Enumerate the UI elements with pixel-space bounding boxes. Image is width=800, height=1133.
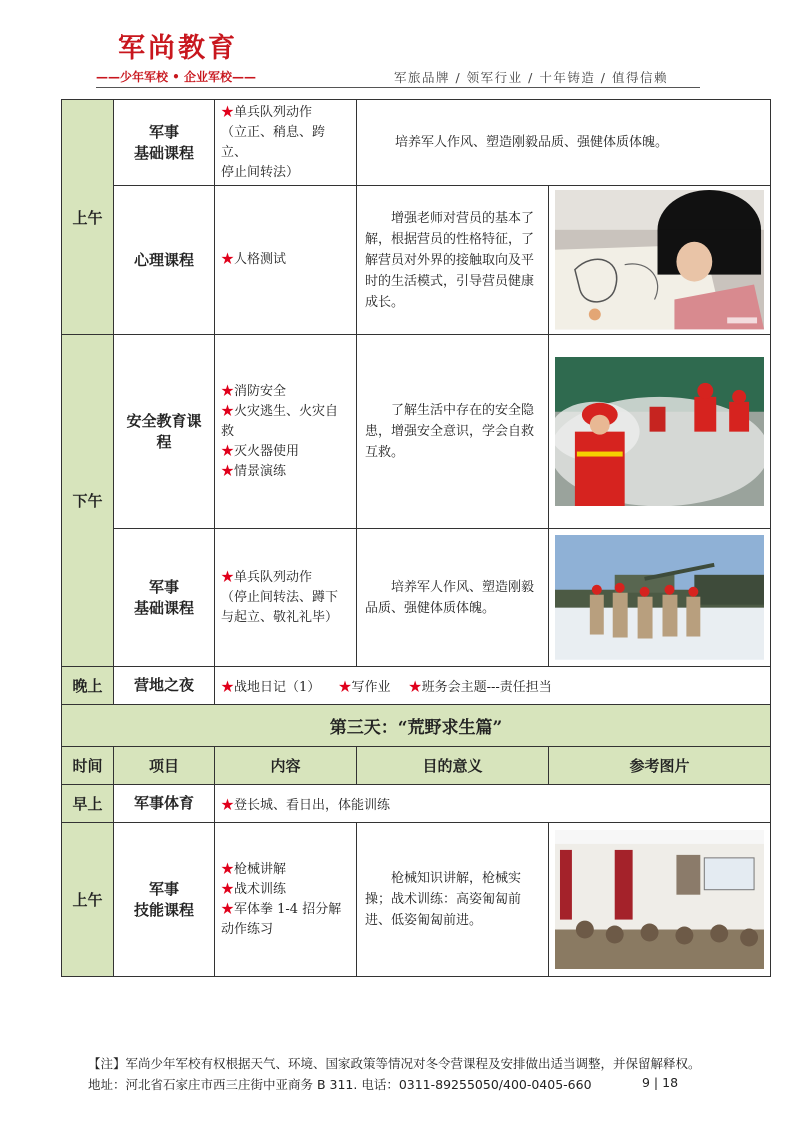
column-header: 项目 bbox=[114, 747, 215, 785]
project-label: 军事 bbox=[148, 879, 179, 898]
purpose-text: 增强老师对营员的基本了解，根据营员的性格特征，了解营员对外界的接触取向及平时的生活模式，引导营员健康成长。 bbox=[365, 210, 535, 310]
content-line: ★军体拳 1-4 招分解 bbox=[221, 901, 342, 917]
star-bullet-icon: ★ bbox=[221, 443, 235, 459]
evening-item: ★写作业 bbox=[338, 680, 391, 695]
table-row bbox=[62, 705, 771, 747]
star-bullet-icon: ★ bbox=[221, 463, 235, 479]
content-cell bbox=[215, 335, 357, 529]
star-bullet-icon: ★ bbox=[221, 104, 235, 120]
table-row bbox=[62, 667, 771, 705]
content-line: （立正、稍息、跨立、 bbox=[221, 124, 326, 160]
purpose-cell bbox=[357, 529, 549, 667]
project-label: 程 bbox=[156, 432, 172, 451]
content-line: ★战术训练 bbox=[221, 881, 287, 897]
content-line: ★枪械讲解 bbox=[221, 861, 287, 877]
header-divider bbox=[96, 87, 700, 88]
star-bullet-icon: ★ bbox=[221, 252, 235, 267]
classroom-photo bbox=[555, 830, 764, 969]
project-cell bbox=[114, 335, 215, 529]
star-bullet-icon: ★ bbox=[221, 901, 235, 917]
purpose-cell bbox=[357, 100, 771, 186]
content-cell bbox=[215, 186, 357, 335]
purpose-text: 枪械知识讲解，枪械实操；战术训练：高姿匍匐前进、低姿匍匐前进。 bbox=[365, 871, 522, 928]
content-cell bbox=[215, 100, 357, 186]
project-label: 军事 bbox=[148, 122, 179, 141]
time-cell: 下午 bbox=[62, 335, 114, 667]
salute-tanks-photo bbox=[555, 535, 764, 659]
project-label: 安全教育课 bbox=[126, 411, 202, 430]
table-row bbox=[62, 823, 771, 977]
reference-image-cell bbox=[549, 335, 771, 529]
project-label: 军事体育 bbox=[114, 785, 215, 823]
reference-image-cell bbox=[549, 823, 771, 977]
column-header: 参考图片 bbox=[549, 747, 771, 785]
purpose-cell bbox=[357, 335, 549, 529]
content-line: ★情景演练 bbox=[221, 463, 287, 479]
schedule-table bbox=[61, 99, 771, 977]
table-row bbox=[62, 335, 771, 529]
content-cell bbox=[215, 667, 771, 705]
time-cell: 上午 bbox=[62, 100, 114, 335]
content-line: 救 bbox=[221, 423, 235, 439]
star-bullet-icon: ★ bbox=[221, 881, 235, 897]
purpose-cell bbox=[357, 823, 549, 977]
star-bullet-icon: ★ bbox=[221, 680, 235, 695]
project-label: 技能课程 bbox=[133, 900, 194, 919]
purpose-text: 了解生活中存在的安全隐患，增强安全意识，学会自救互救。 bbox=[365, 403, 535, 460]
content-line: ★火灾逃生、火灾自 bbox=[221, 403, 339, 419]
project-label: 营地之夜 bbox=[114, 667, 215, 705]
content-line: ★灭火器使用 bbox=[221, 443, 300, 459]
table-row bbox=[62, 100, 771, 186]
child-drawing-photo bbox=[555, 190, 764, 329]
content-line: ★人格测试 bbox=[221, 252, 287, 267]
project-label: 心理课程 bbox=[114, 186, 215, 335]
footer-address: 地址：河北省石家庄市西三庄街中亚商务 B 311. 电话：0311-89255050/400-0405-660 bbox=[88, 1077, 592, 1092]
evening-item: ★战地日记（1） bbox=[221, 680, 321, 695]
star-bullet-icon: ★ bbox=[221, 383, 235, 399]
content-cell bbox=[215, 823, 357, 977]
star-bullet-icon: ★ bbox=[221, 403, 235, 419]
star-bullet-icon: ★ bbox=[408, 680, 422, 695]
column-header: 目的意义 bbox=[357, 747, 549, 785]
table-header-row bbox=[62, 747, 771, 785]
content-cell: ★登长城、看日出，体能训练 bbox=[215, 785, 771, 823]
column-header: 时间 bbox=[62, 747, 114, 785]
column-header: 内容 bbox=[215, 747, 357, 785]
purpose-text: 培养军人作风、塑造刚毅品质、强健体质体魄。 bbox=[365, 579, 535, 616]
star-bullet-icon: ★ bbox=[221, 798, 235, 813]
reference-image-cell bbox=[549, 529, 771, 667]
table-row bbox=[62, 785, 771, 823]
reference-image-cell bbox=[549, 186, 771, 335]
project-cell bbox=[114, 823, 215, 977]
project-label: 军事 bbox=[148, 577, 179, 596]
header-slogan: 军旅品牌 / 领军行业 / 十年铸造 / 值得信赖 bbox=[394, 70, 668, 85]
content-line: ★消防安全 bbox=[221, 383, 287, 399]
page-number: 9 | 18 bbox=[642, 1075, 679, 1090]
logo-subtitle: ——少年军校 • 企业军校—— bbox=[96, 70, 257, 84]
project-label: 基础课程 bbox=[133, 598, 194, 617]
time-cell: 上午 bbox=[62, 823, 114, 977]
footer-note: 【注】军尚少年军校有权根据天气、环境、国家政策等情况对冬令营课程及安排做出适当调整，并保留解释权。 bbox=[88, 1056, 701, 1071]
purpose-cell bbox=[357, 186, 549, 335]
content-cell bbox=[215, 529, 357, 667]
content-line: （停止间转法、蹲下 bbox=[221, 589, 339, 605]
table-row bbox=[62, 529, 771, 667]
star-bullet-icon: ★ bbox=[221, 861, 235, 877]
time-cell: 晚上 bbox=[62, 667, 114, 705]
project-label: 基础课程 bbox=[133, 143, 194, 162]
fire-drill-photo bbox=[555, 357, 764, 506]
evening-item: ★班务会主题---责任担当 bbox=[408, 680, 552, 695]
content-line: ★单兵队列动作 bbox=[221, 104, 313, 120]
star-bullet-icon: ★ bbox=[221, 569, 235, 585]
project-cell bbox=[114, 100, 215, 186]
table-row bbox=[62, 186, 771, 335]
content-line: 与起立、敬礼礼毕） bbox=[221, 609, 339, 625]
star-bullet-icon: ★ bbox=[338, 680, 352, 695]
purpose-text: 培养军人作风、塑造刚毅品质、强健体质体魄。 bbox=[395, 135, 669, 150]
content-line: ★单兵队列动作 bbox=[221, 569, 313, 585]
day-title: 第三天：“荒野求生篇” bbox=[62, 705, 771, 747]
content-line: 动作练习 bbox=[221, 921, 274, 937]
content-line: 停止间转法） bbox=[221, 164, 300, 180]
project-cell bbox=[114, 529, 215, 667]
time-cell: 早上 bbox=[62, 785, 114, 823]
logo-title: 军尚教育 bbox=[118, 33, 238, 64]
